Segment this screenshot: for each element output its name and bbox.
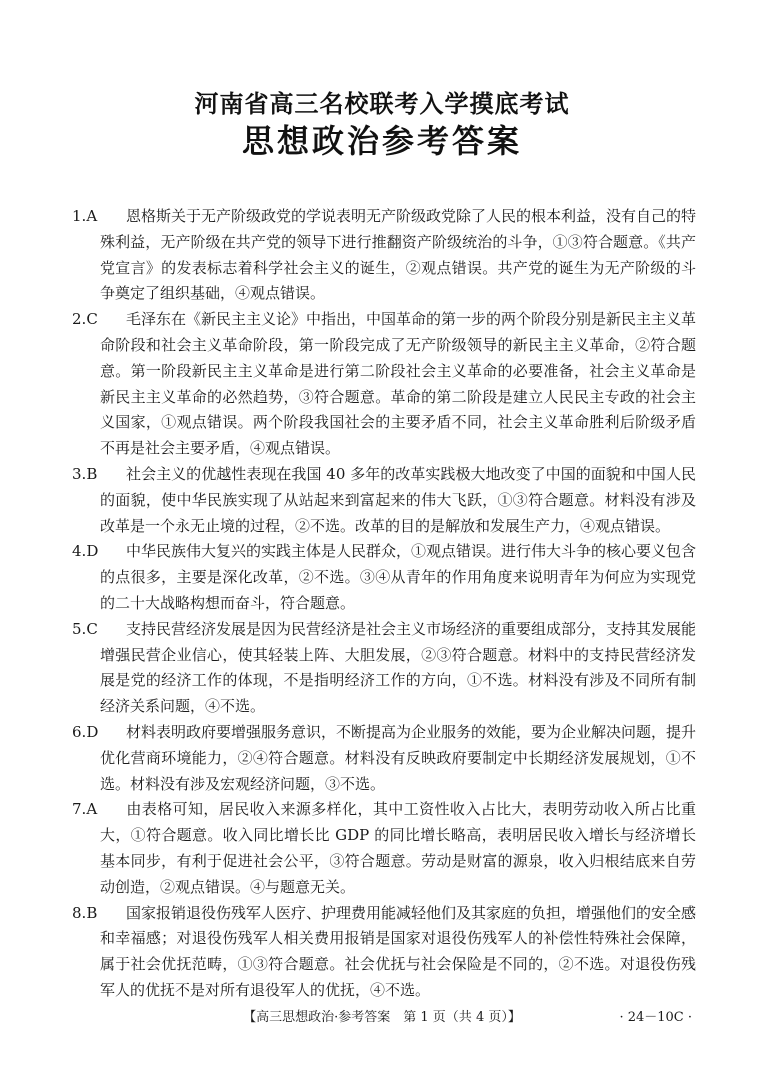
- answer-number: 7.: [72, 800, 87, 819]
- answer-number: 4.: [72, 542, 87, 561]
- answer-item: [72, 720, 696, 797]
- answer-number: 6.: [72, 722, 87, 741]
- answer-explanation: 毛泽东在《新民主主义论》中指出，中国革命的第一步的两个阶段分别是新民主主义革命阶段和社会主义革命阶段，第一阶段完成了无产阶级领导的新民主主义革命，②符合题意。第一阶段新民主主义革命是进行第二阶段社会主义革命的必要准备，社会主义革命是新民主主义革命的必然趋势，③符合题意。革命的第二阶段是建立人民民主专政的社会主义国家，①观点错误。两个阶段我国社会的主要矛盾不同，社会主义革命胜利后阶级矛盾不再是社会主要矛盾，④观点错误。: [100, 310, 697, 458]
- answer-number: 2.: [72, 310, 87, 329]
- answer-key: A: [86, 207, 98, 225]
- footer-code: · 24－10C ·: [619, 1010, 692, 1025]
- answer-item: [72, 462, 696, 539]
- answer-explanation: 社会主义的优越性表现在我国 40 多年的改革实践极大地改变了中国的面貌和中国人民的面貌，使中华民族实现了从站起来到富起来的伟大飞跃，①③符合题意。材料没有涉及改革是一个永无止境的过程，②不选。改革的目的是解放和发展生产力，④观点错误。: [100, 464, 696, 535]
- exam-title: 河南省高三名校联考入学摸底考试: [194, 90, 570, 118]
- answer-key: D: [86, 722, 99, 741]
- answer-key: B: [86, 903, 98, 922]
- footer-page-info: 【高三思想政治·参考答案 第 1 页（共 4 页）】: [243, 1010, 521, 1025]
- answer-key: C: [86, 619, 98, 638]
- answer-item: [72, 539, 696, 616]
- answer-list: [72, 204, 696, 1004]
- answer-key-title: 思想政治参考答案: [241, 122, 522, 160]
- answer-explanation: 恩格斯关于无产阶级政党的学说表明无产阶级政党除了人民的根本利益，没有自己的特殊利益，无产阶级在共产党的领导下进行推翻资产阶级统治的斗争，①③符合题意。《共产党宣言》的发表标志着科学社会主义的诞生，②观点错误。共产党的诞生为无产阶级的斗争奠定了组织基础，④观点错误。: [100, 207, 697, 303]
- answer-number: 5.: [72, 619, 87, 638]
- answer-explanation: 由表格可知，居民收入来源多样化，其中工资性收入占比大，表明劳动收入所占比重大，①符合题意。收入同比增长比 GDP 的同比增长略高，表明居民收入增长与经济增长基本同步，有利于促进社会公平，③符合题意。劳动是财富的源泉，收入归根结底来自劳动创造，②观点错误。④与题意无关。: [100, 800, 696, 896]
- answer-item: [72, 901, 696, 1004]
- answer-key: C: [86, 310, 98, 329]
- answer-key: A: [86, 800, 98, 819]
- answer-item: [72, 307, 696, 462]
- answer-explanation: 国家报销退役伤残军人医疗、护理费用能减轻他们及其家庭的负担，增强他们的安全感和幸福感；对退役伤残军人相关费用报销是国家对退役伤残军人的补偿性特殊社会保障，属于社会优抚范畴，①③符合题意。社会优抚与社会保险是不同的，②不选。对退役伤残军人的优抚不是对所有退役军人的优抚，④不选。: [100, 903, 697, 999]
- answer-number: 8.: [72, 903, 87, 922]
- answer-explanation: 中华民族伟大复兴的实践主体是人民群众，①观点错误。进行伟大斗争的核心要义包含的点很多，主要是深化改革，②不选。③④从青年的作用角度来说明青年为何应为实现党的二十大战略构想而奋斗，符合题意。: [100, 542, 697, 612]
- answer-item: [72, 204, 696, 307]
- answer-key: B: [86, 464, 98, 483]
- answer-item: [72, 617, 696, 720]
- answer-number: 3.: [72, 464, 87, 483]
- answer-explanation: 材料表明政府要增强服务意识，不断提高为企业服务的效能，要为企业解决问题，提升优化营商环境能力，②④符合题意。材料没有反映政府要制定中长期经济发展规划，①不选。材料没有涉及宏观经济问题，③不选。: [100, 722, 697, 793]
- answer-number: 1.: [72, 207, 87, 225]
- answer-key: D: [86, 542, 99, 561]
- page-footer: [0, 1006, 764, 1028]
- answer-explanation: 支持民营经济发展是因为民营经济是社会主义市场经济的重要组成部分，支持其发展能增强民营企业信心，使其轻装上阵、大胆发展，②③符合题意。材料中的支持民营经济发展是党的经济工作的体现，不是指明经济工作的方向，①不选。材料没有涉及不同所有制经济关系问题，④不选。: [100, 619, 697, 716]
- answer-item: [72, 797, 696, 900]
